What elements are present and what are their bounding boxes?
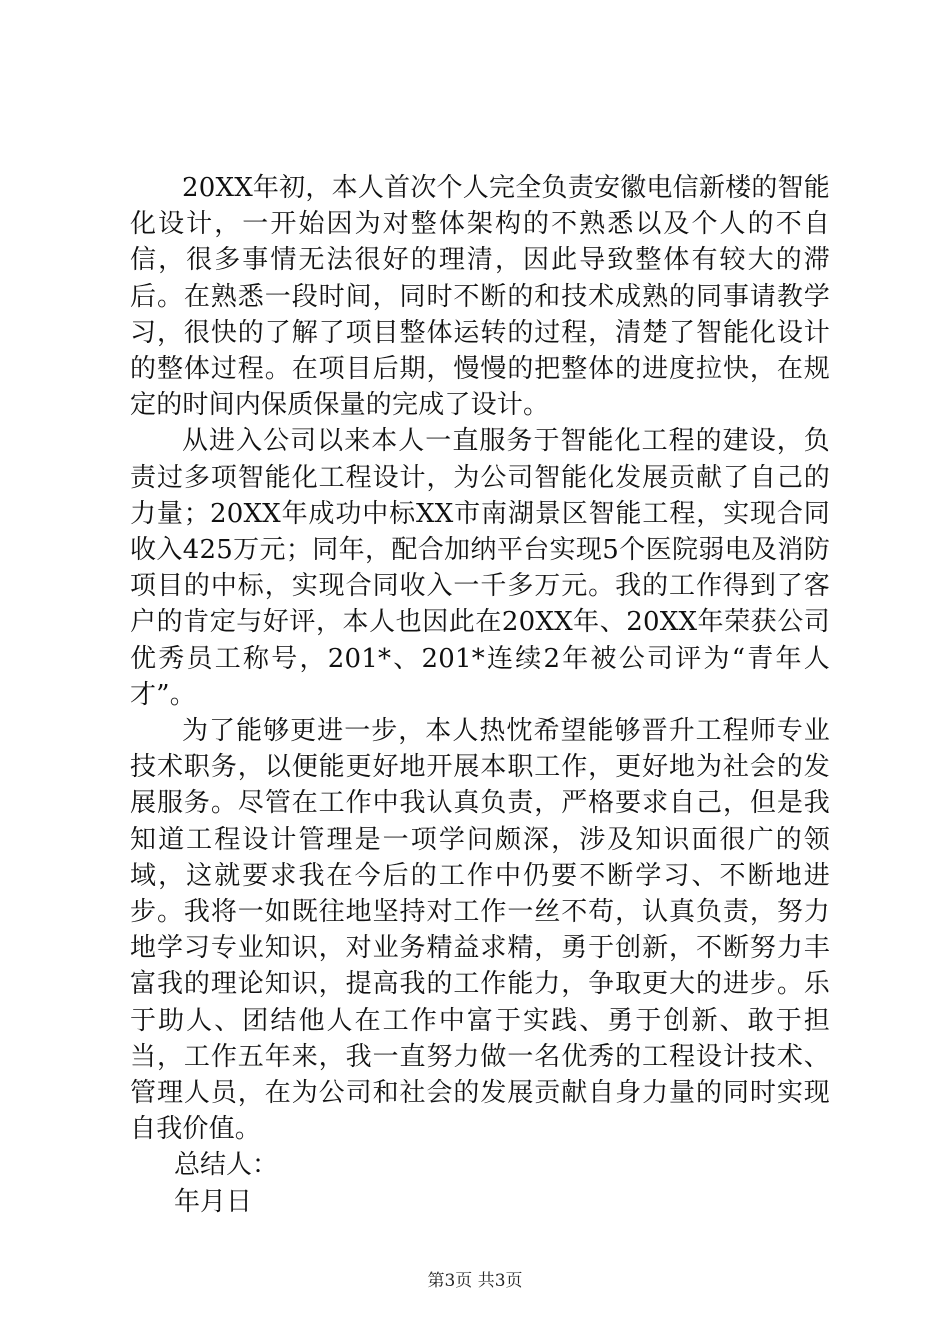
page-footer: 第3页 共3页 [427,1271,523,1291]
paragraph-aspirations: 为了能够更进一步，本人热忱希望能够晋升工程师专业技术职务，以便能更好地开展本职工作，更好地为社会的发展服务。尽管在工作中我认真负责，严格要求自己，但是我知道工程设计管理是一项学问颇深，涉及知识面很广的领域，这就要求我在今后的工作中仍要不断学习、不断地进步。我将一如既往地坚持对工作一丝不苟，认真负责，努力地学习专业知识，对业务精益求精，勇于创新，不断努力丰富我的理论知识，提高我的工作能力，争取更大的进步。乐于助人、团结他人在工作中富于实践、勇于创新、敢于担当，工作五年来，我一直努力做一名优秀的工程设计技术、管理人员，在为公司和社会的发展贡献自身力量的同时实现自我价值。 [130,716,830,1145]
paragraph-project-experience: 20XX年初，本人首次个人完全负责安徽电信新楼的智能化设计，一开始因为对整体架构的不熟悉以及个人的不自信，很多事情无法很好的理清，因此导致整体有较大的滞后。在熟悉一段时间，同时不断的和技术成熟的同事请教学习，很快的了解了项目整体运转的过程，清楚了智能化设计的整体过程。在项目后期，慢慢的把整体的进度拉快，在规定的时间内保质保量的完成了设计。 [130,173,830,421]
date-label: 年月日 [174,1186,253,1217]
paragraph-achievements: 从进入公司以来本人一直服务于智能化工程的建设，负责过多项智能化工程设计，为公司智能化发展贡献了自己的力量；20XX年成功中标XX市南湖景区智能工程，实现合同收入425万元；同年，配合加纳平台实现5个医院弱电及消防项目的中标，实现合同收入一千多万元。我的工作得到了客户的肯定与好评，本人也因此在20XX年、20XX年荣获公司优秀员工称号，201*、201*连续2年被公司评为“青年人才”。 [130,426,830,710]
signature-label: 总结人： [174,1150,279,1181]
document-body [130,170,830,1220]
